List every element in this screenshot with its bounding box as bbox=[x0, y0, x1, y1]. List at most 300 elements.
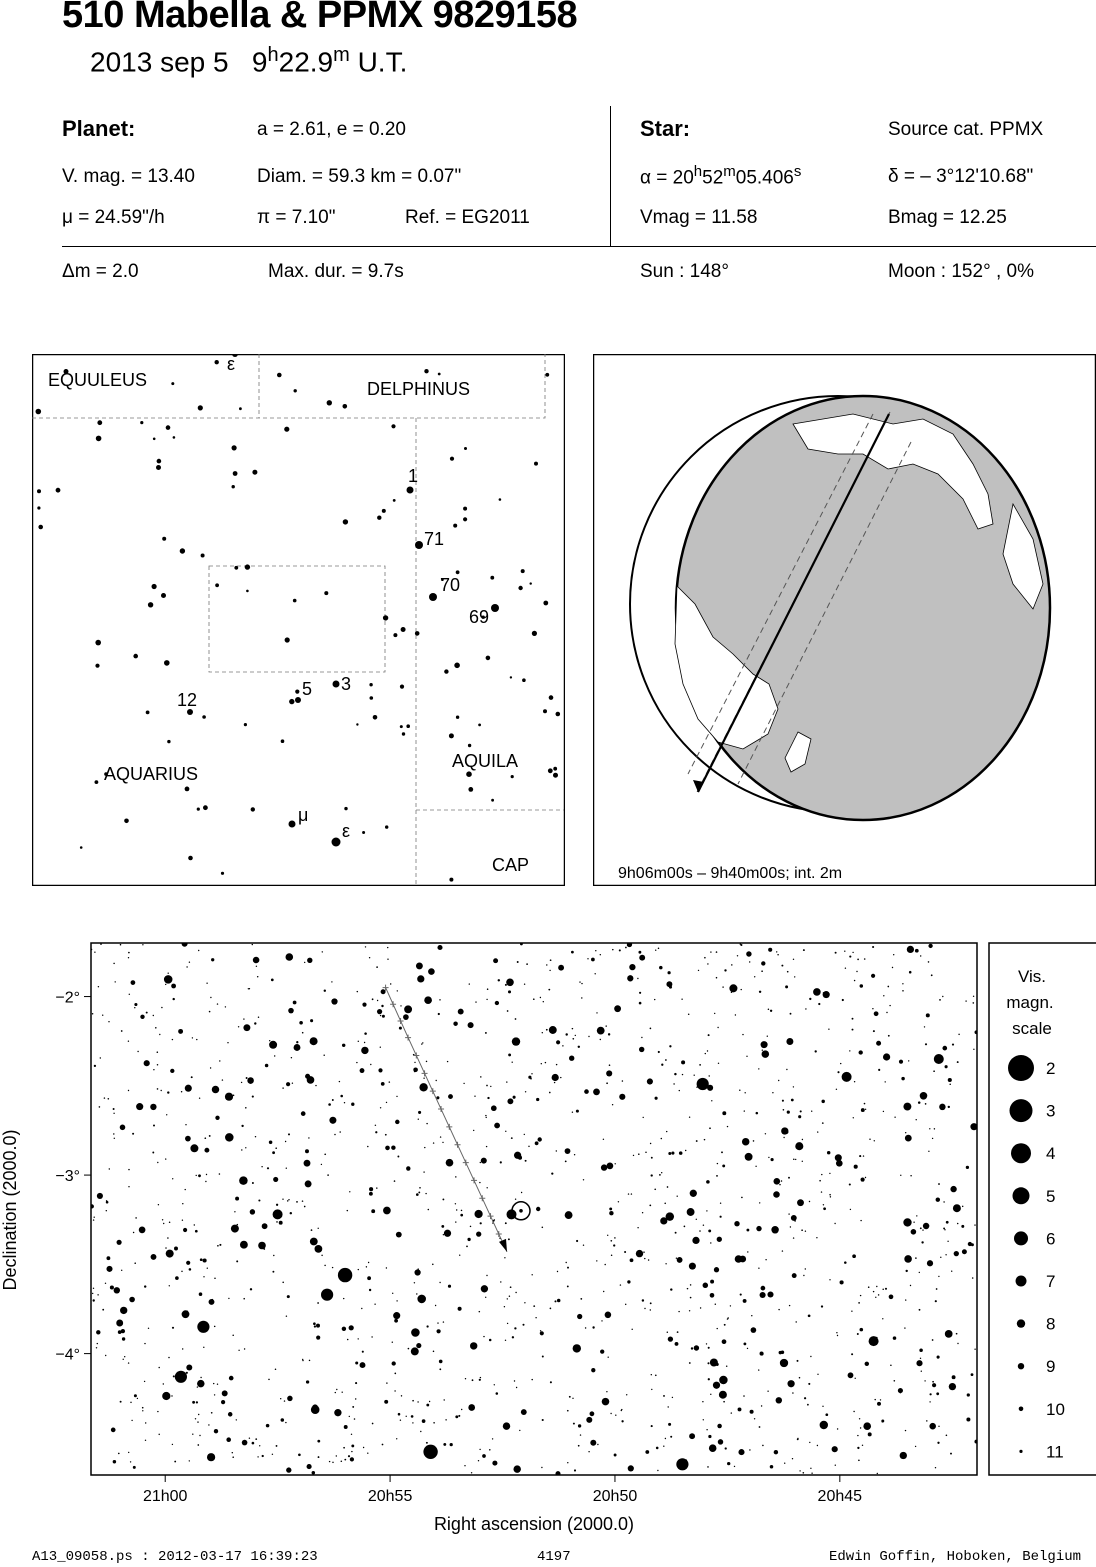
bright-star bbox=[269, 1041, 277, 1049]
field-star bbox=[536, 1098, 539, 1101]
field-star bbox=[257, 976, 258, 977]
field-star bbox=[204, 1137, 206, 1139]
field-star bbox=[797, 1199, 804, 1206]
field-star bbox=[455, 1176, 457, 1178]
field-star bbox=[406, 1166, 410, 1170]
field-star bbox=[470, 1342, 477, 1349]
field-star bbox=[742, 1034, 743, 1035]
field-star bbox=[707, 963, 708, 964]
finder-star bbox=[289, 821, 296, 828]
field-star bbox=[901, 1077, 904, 1080]
field-star bbox=[364, 1042, 365, 1043]
field-star bbox=[165, 1158, 166, 1159]
field-star bbox=[263, 1248, 265, 1250]
alpha-m: m bbox=[723, 163, 736, 180]
field-star bbox=[793, 1086, 794, 1087]
field-star bbox=[743, 1299, 747, 1303]
path-tick bbox=[488, 1213, 494, 1219]
field-star bbox=[765, 1259, 766, 1260]
finder-star bbox=[343, 519, 348, 524]
field-star bbox=[349, 1416, 350, 1417]
field-star bbox=[182, 941, 188, 947]
field-star bbox=[486, 1146, 487, 1147]
field-star bbox=[593, 1089, 600, 1096]
field-star bbox=[590, 1411, 595, 1416]
field-star bbox=[651, 1425, 653, 1427]
field-star bbox=[115, 981, 116, 982]
field-star bbox=[639, 955, 645, 961]
field-star bbox=[422, 1042, 423, 1043]
field-star bbox=[771, 1226, 778, 1233]
field-star bbox=[965, 1000, 966, 1001]
field-star bbox=[874, 1011, 879, 1016]
field-star bbox=[197, 1421, 198, 1422]
field-star bbox=[316, 1324, 320, 1328]
sun-elongation: Sun : 148° bbox=[640, 261, 729, 282]
field-star bbox=[805, 1268, 806, 1269]
field-star bbox=[440, 1136, 441, 1137]
field-star bbox=[92, 1293, 93, 1294]
field-star bbox=[868, 1286, 870, 1288]
finder-star bbox=[511, 775, 514, 778]
field-star bbox=[860, 984, 863, 987]
field-star bbox=[467, 1238, 470, 1241]
field-star bbox=[601, 1320, 602, 1321]
bright-star bbox=[423, 1445, 437, 1459]
field-star bbox=[892, 967, 893, 968]
field-star bbox=[639, 1002, 642, 1005]
field-star bbox=[394, 1390, 395, 1391]
field-star bbox=[903, 1103, 911, 1111]
field-star bbox=[778, 1080, 779, 1081]
field-star bbox=[287, 1396, 292, 1401]
field-star bbox=[443, 1443, 446, 1446]
field-star bbox=[768, 948, 772, 952]
field-star bbox=[106, 1210, 107, 1211]
field-star bbox=[396, 1232, 402, 1238]
field-star bbox=[252, 1096, 254, 1098]
field-star bbox=[344, 1459, 346, 1461]
field-star bbox=[128, 1452, 129, 1453]
bright-star bbox=[697, 1078, 709, 1090]
field-star bbox=[746, 951, 751, 956]
field-star bbox=[288, 1133, 290, 1135]
field-star bbox=[276, 1204, 278, 1206]
field-star bbox=[380, 1047, 381, 1048]
field-star bbox=[707, 1362, 709, 1364]
field-star bbox=[196, 1175, 197, 1176]
finder-star bbox=[518, 586, 522, 590]
field-star bbox=[649, 1205, 651, 1207]
field-star bbox=[348, 1455, 350, 1457]
field-star bbox=[456, 1209, 457, 1210]
field-star bbox=[946, 1435, 948, 1437]
field-star bbox=[352, 1406, 354, 1408]
field-star bbox=[608, 1357, 609, 1358]
field-star bbox=[835, 952, 837, 954]
field-star bbox=[558, 965, 564, 971]
field-star bbox=[939, 1104, 945, 1110]
field-star bbox=[246, 1077, 248, 1079]
field-star bbox=[851, 1311, 852, 1312]
field-star bbox=[871, 974, 875, 978]
field-star bbox=[579, 981, 580, 982]
field-star bbox=[578, 1424, 581, 1427]
field-star bbox=[786, 1069, 787, 1070]
field-star bbox=[572, 1398, 573, 1399]
field-star bbox=[734, 1221, 739, 1226]
field-star bbox=[869, 1138, 870, 1139]
field-star bbox=[951, 1271, 952, 1272]
finder-star bbox=[401, 627, 406, 632]
field-star bbox=[380, 1015, 381, 1016]
field-star bbox=[716, 1175, 718, 1177]
field-star bbox=[287, 1200, 289, 1202]
field-star bbox=[943, 1227, 945, 1229]
field-star bbox=[900, 1452, 907, 1459]
field-star bbox=[120, 944, 122, 946]
field-star bbox=[857, 1435, 858, 1436]
field-star bbox=[932, 1138, 933, 1139]
field-star bbox=[389, 1081, 390, 1082]
field-star bbox=[751, 1315, 752, 1316]
field-star bbox=[414, 1062, 415, 1063]
field-star bbox=[628, 1465, 634, 1471]
field-star bbox=[392, 1341, 393, 1342]
field-star bbox=[461, 1409, 462, 1410]
field-star bbox=[837, 1071, 839, 1073]
field-star bbox=[317, 1302, 319, 1304]
field-star bbox=[166, 1114, 167, 1115]
field-star bbox=[937, 1442, 939, 1444]
finder-star bbox=[543, 601, 548, 606]
field-star bbox=[469, 983, 470, 984]
field-star bbox=[347, 1210, 348, 1211]
finder-star bbox=[400, 685, 404, 689]
field-star bbox=[104, 1097, 105, 1098]
field-star bbox=[710, 1394, 711, 1395]
field-star bbox=[342, 1392, 343, 1393]
field-star bbox=[922, 1229, 923, 1230]
field-star bbox=[512, 1336, 514, 1338]
field-star bbox=[687, 1288, 689, 1290]
field-star bbox=[567, 1410, 569, 1412]
field-star bbox=[858, 1459, 860, 1461]
field-star bbox=[791, 1215, 797, 1221]
field-star bbox=[525, 1160, 527, 1162]
field-star bbox=[946, 1221, 949, 1224]
field-star bbox=[765, 1133, 766, 1134]
field-star bbox=[708, 1347, 710, 1349]
legend-dot bbox=[1018, 1363, 1024, 1369]
legend-dot bbox=[1019, 1407, 1024, 1412]
field-star bbox=[362, 1351, 364, 1353]
field-star bbox=[716, 977, 718, 979]
field-star bbox=[121, 1030, 123, 1032]
field-star bbox=[607, 1235, 608, 1236]
field-star bbox=[396, 1096, 397, 1097]
field-star bbox=[310, 1019, 313, 1022]
field-star bbox=[358, 1338, 359, 1339]
field-star bbox=[171, 1395, 172, 1396]
alpha-h: h bbox=[693, 163, 703, 180]
field-star bbox=[182, 1310, 190, 1318]
field-star bbox=[821, 1191, 822, 1192]
field-star bbox=[439, 999, 440, 1000]
field-star bbox=[709, 1075, 710, 1076]
field-star bbox=[381, 989, 386, 994]
field-star bbox=[905, 1135, 912, 1142]
field-star bbox=[614, 1005, 621, 1012]
field-star bbox=[513, 1096, 516, 1099]
finder-star bbox=[468, 744, 471, 747]
field-star bbox=[117, 1240, 122, 1245]
field-star bbox=[821, 1174, 822, 1175]
field-star bbox=[952, 1044, 954, 1046]
finder-star bbox=[97, 420, 102, 425]
finder-star bbox=[406, 724, 410, 728]
field-star bbox=[439, 1282, 440, 1283]
legend-mag-label: 10 bbox=[1046, 1399, 1065, 1419]
legend-dot bbox=[1014, 1231, 1028, 1245]
bright-star bbox=[934, 1054, 944, 1064]
alpha-mid: 52 bbox=[702, 167, 724, 189]
field-star bbox=[808, 1314, 811, 1317]
y-tick-label: −2° bbox=[55, 989, 80, 1007]
field-star bbox=[836, 1160, 843, 1167]
field-star bbox=[661, 1138, 663, 1140]
field-star bbox=[700, 1307, 701, 1308]
field-star bbox=[793, 959, 794, 960]
field-star bbox=[567, 1267, 569, 1269]
field-star bbox=[487, 1097, 489, 1099]
field-star bbox=[363, 1447, 364, 1448]
field-star bbox=[240, 1241, 248, 1249]
field-star bbox=[243, 1018, 244, 1019]
field-star bbox=[704, 1139, 706, 1141]
field-star bbox=[358, 1041, 359, 1042]
field-star bbox=[664, 1203, 666, 1205]
field-star bbox=[583, 1244, 584, 1245]
field-star bbox=[97, 1193, 103, 1199]
page-title: 510 Mabella & PPMX 9829158 bbox=[62, 0, 578, 36]
field-star bbox=[121, 1270, 122, 1271]
field-star bbox=[285, 1422, 286, 1423]
field-star bbox=[189, 962, 190, 963]
field-star bbox=[790, 1013, 792, 1015]
field-star bbox=[844, 951, 845, 952]
field-star bbox=[148, 1328, 149, 1329]
field-star bbox=[932, 1381, 934, 1383]
legend-dot bbox=[1011, 1143, 1031, 1163]
field-star bbox=[627, 945, 628, 946]
field-star bbox=[609, 1207, 612, 1210]
field-star bbox=[556, 1064, 557, 1065]
field-star bbox=[689, 1310, 690, 1311]
field-star bbox=[950, 1186, 956, 1192]
finder-star bbox=[167, 740, 170, 743]
field-star bbox=[956, 1333, 958, 1335]
delta-mag: Δm = 2.0 bbox=[62, 261, 139, 282]
field-star bbox=[453, 1021, 457, 1025]
alpha-prefix: α = 20 bbox=[640, 167, 694, 189]
field-star bbox=[248, 988, 249, 989]
field-star bbox=[129, 1297, 135, 1303]
field-star bbox=[801, 1229, 803, 1231]
field-star bbox=[859, 1418, 860, 1419]
field-star bbox=[344, 1425, 348, 1429]
bright-star bbox=[710, 1359, 718, 1367]
bright-stars bbox=[166, 1037, 944, 1470]
x-tick-labels bbox=[143, 1488, 862, 1505]
field-star bbox=[458, 1009, 464, 1015]
field-star bbox=[639, 1047, 644, 1052]
field-star bbox=[367, 1276, 371, 1280]
field-star bbox=[540, 1330, 541, 1331]
field-star bbox=[574, 1154, 575, 1155]
field-star bbox=[865, 1177, 866, 1178]
field-star bbox=[738, 1407, 742, 1411]
finder-star bbox=[284, 427, 289, 432]
field-star bbox=[394, 1319, 398, 1323]
field-star bbox=[426, 1442, 428, 1444]
path-tick bbox=[471, 1177, 477, 1183]
field-star bbox=[185, 1085, 192, 1092]
field-star bbox=[185, 1136, 191, 1142]
field-star bbox=[229, 1376, 234, 1381]
field-star bbox=[281, 1418, 285, 1422]
field-star bbox=[716, 951, 718, 953]
field-star bbox=[225, 1093, 233, 1101]
field-star bbox=[286, 953, 294, 961]
field-star bbox=[150, 1104, 156, 1110]
field-star bbox=[948, 1078, 952, 1082]
field-star bbox=[426, 1325, 428, 1327]
field-star bbox=[252, 1442, 255, 1445]
field-star bbox=[675, 1342, 679, 1346]
finder-star bbox=[468, 787, 473, 792]
field-star bbox=[93, 1288, 94, 1289]
field-star bbox=[596, 1012, 597, 1013]
field-star bbox=[874, 1399, 875, 1400]
field-star bbox=[397, 990, 398, 991]
field-star bbox=[113, 1133, 114, 1134]
star-label: μ bbox=[298, 805, 309, 825]
field-star bbox=[371, 1336, 372, 1337]
field-star bbox=[935, 1300, 937, 1302]
field-star bbox=[904, 1327, 905, 1328]
field-star bbox=[420, 1431, 421, 1432]
field-star bbox=[395, 1120, 399, 1124]
field-star bbox=[597, 1444, 598, 1445]
field-star bbox=[366, 1266, 367, 1267]
field-star bbox=[713, 1382, 720, 1389]
field-star bbox=[800, 1110, 802, 1112]
field-star bbox=[821, 1305, 823, 1307]
field-star bbox=[381, 1082, 385, 1086]
y-tick-label: −3° bbox=[55, 1168, 80, 1186]
field-star bbox=[414, 1269, 420, 1275]
field-star bbox=[219, 1244, 221, 1246]
field-star bbox=[795, 1321, 796, 1322]
field-star bbox=[910, 1285, 911, 1286]
field-star bbox=[343, 1298, 344, 1299]
field-star bbox=[329, 1117, 336, 1124]
field-star bbox=[689, 1117, 690, 1118]
field-star bbox=[294, 1044, 301, 1051]
finder-star bbox=[466, 771, 472, 777]
field-star bbox=[533, 998, 535, 1000]
field-star bbox=[145, 1422, 146, 1423]
field-star bbox=[412, 1422, 413, 1423]
field-star bbox=[133, 1466, 136, 1469]
field-star bbox=[809, 998, 811, 1000]
field-star bbox=[948, 1106, 950, 1108]
field-star bbox=[916, 1119, 917, 1120]
field-star bbox=[157, 1064, 159, 1066]
field-star bbox=[654, 999, 655, 1000]
field-star bbox=[344, 1102, 345, 1103]
field-star bbox=[865, 1109, 866, 1110]
finder-star bbox=[285, 637, 290, 642]
field-star bbox=[609, 1211, 613, 1215]
field-star bbox=[210, 1067, 211, 1068]
field-star bbox=[784, 1463, 785, 1464]
field-star bbox=[194, 1224, 195, 1225]
field-star bbox=[252, 944, 253, 945]
field-star bbox=[134, 1262, 136, 1264]
field-star bbox=[163, 1223, 164, 1224]
field-star bbox=[633, 1155, 634, 1156]
field-star bbox=[885, 1288, 887, 1290]
field-star bbox=[615, 1163, 616, 1164]
star-label: ε bbox=[342, 821, 351, 841]
field-star bbox=[195, 1418, 196, 1419]
field-star bbox=[386, 1267, 387, 1268]
path-tick bbox=[446, 1124, 452, 1130]
finder-star bbox=[37, 489, 41, 493]
field-star bbox=[749, 1449, 750, 1450]
finder-star bbox=[556, 712, 561, 717]
field-star bbox=[921, 1241, 923, 1243]
field-star bbox=[942, 1046, 947, 1051]
field-star bbox=[587, 958, 588, 959]
field-star bbox=[595, 950, 596, 951]
field-star bbox=[675, 1232, 677, 1234]
field-star bbox=[887, 986, 889, 988]
field-star bbox=[925, 1043, 927, 1045]
bright-star bbox=[197, 1321, 209, 1333]
field-star bbox=[857, 1447, 859, 1449]
field-star bbox=[966, 1417, 970, 1421]
field-star bbox=[904, 1255, 912, 1263]
field-star bbox=[324, 1153, 326, 1155]
field-star bbox=[535, 1141, 539, 1145]
field-star bbox=[606, 1391, 607, 1392]
field-star bbox=[758, 1267, 759, 1268]
field-star bbox=[920, 955, 921, 956]
field-star bbox=[889, 1294, 894, 1299]
field-star bbox=[511, 1137, 513, 1139]
field-star bbox=[152, 1152, 154, 1154]
field-star bbox=[816, 1237, 817, 1238]
legend-title-line: Vis. bbox=[1017, 967, 1047, 986]
finder-chart bbox=[32, 354, 565, 886]
field-star bbox=[926, 1420, 928, 1422]
field-star bbox=[743, 1342, 746, 1345]
field-star bbox=[770, 1465, 774, 1469]
field-star bbox=[515, 1018, 517, 1020]
